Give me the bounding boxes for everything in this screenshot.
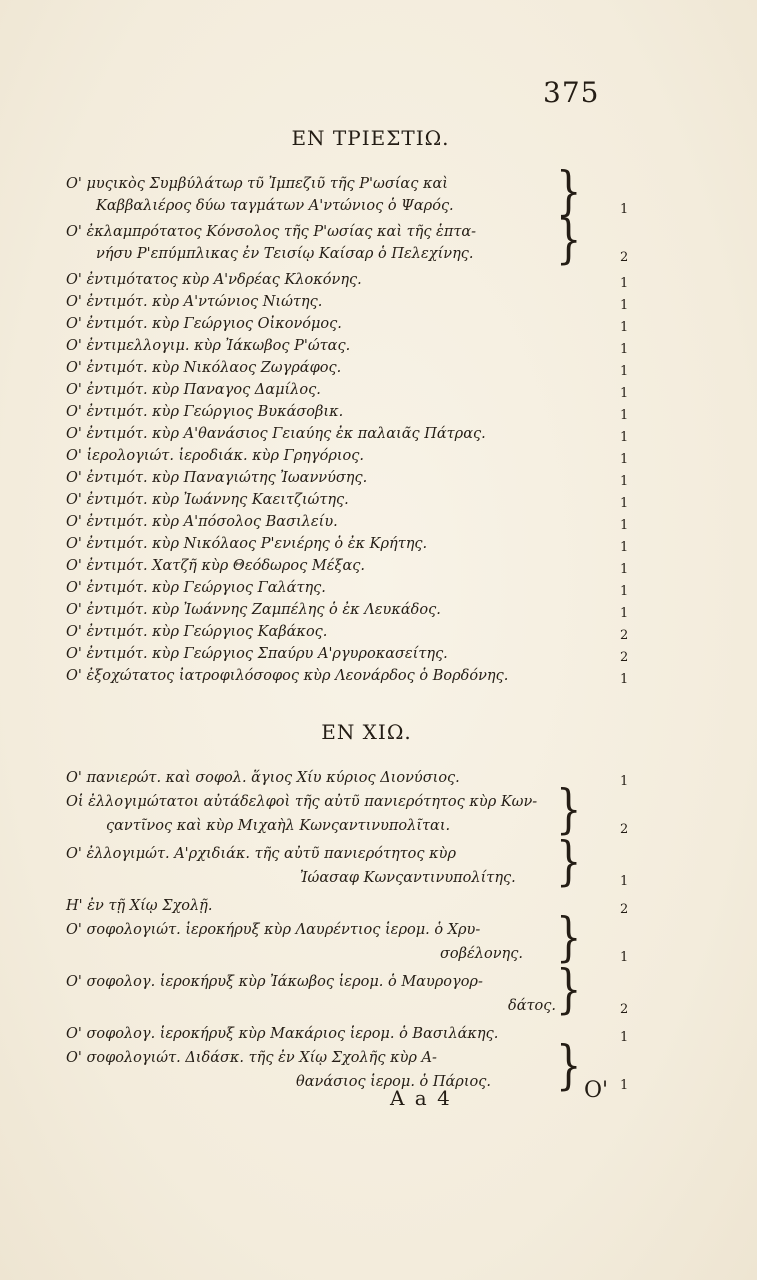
copies-count: 1 — [620, 950, 629, 965]
list-entry: Ο' ἐντιμότ. κὺρ Γεώργιος Βυκάσοβικ. — [66, 404, 344, 420]
copies-count: 1 — [620, 518, 629, 533]
list-entry: Ο' ἐκλαμπρότατος Κόνσολος τῆς Ρ'ωσίας καὶ τῆς ἑπτα- — [66, 224, 477, 240]
copies-count: 1 — [620, 874, 629, 889]
list-entry: Οἱ ἐλλογιμώτατοι αὐτάδελφοὶ τῆς αὐτῦ πανιερότητος κὺρ Κων- — [66, 794, 538, 810]
list-entry: Ο' σοφολογιώτ. ἱεροκήρυξ κὺρ Λαυρέντιος ἱερομ. ὁ Χρυ- — [66, 922, 481, 938]
copies-count: 1 — [620, 364, 629, 379]
brace-mark: } — [556, 780, 582, 840]
copies-count: 1 — [620, 672, 629, 687]
list-entry-continuation: νήσυ Ρ'επύμπλικας ἐν Τεισίῳ Καίσαρ ὁ Πελεχίνης. — [96, 246, 474, 262]
copies-count: 2 — [620, 628, 629, 643]
brace-mark: } — [556, 908, 582, 968]
copies-count: 1 — [620, 562, 629, 577]
copies-count: 1 — [620, 774, 629, 789]
list-entry-continuation: Καββαλιέρος δύω ταγμάτων Α'ντώνιος ὁ Ψαρός. — [96, 198, 454, 214]
copies-count: 2 — [620, 250, 629, 265]
list-entry-continuation: θανάσιος ἱερομ. ὁ Πάριος. — [296, 1074, 491, 1090]
copies-count: 1 — [620, 496, 629, 511]
list-entry: Ο' ἐντιμότ. κὺρ Γεώργιος Οἰκονόμος. — [66, 316, 342, 332]
copies-count: 1 — [620, 452, 629, 467]
list-entry: Η' ἐν τῇ Χίῳ Σχολῇ. — [66, 898, 213, 914]
list-entry-continuation: ςαντῖνος καὶ κὺρ Μιχαὴλ Κωνςαντινυπολῖται. — [106, 818, 451, 834]
list-entry: Ο' ἐντιμότ. κὺρ Νικόλαος Ζωγράφος. — [66, 360, 342, 376]
list-entry-continuation: σοβέλονης. — [440, 946, 523, 962]
list-entry: Ο' ἐντιμότ. κὺρ Γεώργιος Καβάκος. — [66, 624, 328, 640]
copies-count: 1 — [620, 584, 629, 599]
brace-mark: } — [556, 832, 582, 892]
list-entry: Ο' ἐντιμότ. κὺρ Παναγιώτης Ἰωαννύσης. — [66, 470, 368, 486]
list-entry: Ο' ἐντιμότ. κὺρ Γεώργιος Γαλάτης. — [66, 580, 326, 596]
list-entry: Ο' ἱερολογιώτ. ἱεροδιάκ. κὺρ Γρηγόριος. — [66, 448, 364, 464]
copies-count: 2 — [620, 1002, 629, 1017]
copies-count: 1 — [620, 430, 629, 445]
brace-mark: } — [556, 162, 582, 222]
copies-count: 2 — [620, 650, 629, 665]
list-entry: Ο' ἐντιμότ. κὺρ Ἰωάννης Ζαμπέλης ὁ ἐκ Λευκάδος. — [66, 602, 441, 618]
heading-trieste: ΕΝ ΤΡΙΕΣΤΙΩ. — [291, 126, 450, 150]
list-entry: Ο' ἐλλογιμώτ. Α'ρχιδιάκ. τῆς αὐτῦ πανιερότητος κὺρ — [66, 846, 456, 862]
copies-count: 1 — [620, 606, 629, 621]
catchword: Ο' — [584, 1078, 609, 1103]
list-entry: Ο' σοφολογιώτ. Διδάσκ. τῆς ἐν Χίῳ Σχολῆς κὺρ Α- — [66, 1050, 437, 1066]
list-entry: Ο' ἐντιμότ. Χατζῆ κὺρ Θεόδωρος Μέξας. — [66, 558, 365, 574]
list-entry: Ο' ἐντιμότατος κὺρ Α'νδρέας Κλοκόνης. — [66, 272, 362, 288]
list-entry: Ο' ἐντιμότ. κὺρ Α'θανάσιος Γειαύης ἐκ παλαιᾶς Πάτρας. — [66, 426, 486, 442]
list-entry: Ο' ἐντιμότ. κὺρ Α'πόσολος Βασιλείυ. — [66, 514, 338, 530]
list-entry: Ο' ἐντιμότ. κὺρ Α'ντώνιος Νιώτης. — [66, 294, 323, 310]
copies-count: 2 — [620, 902, 629, 917]
copies-count: 1 — [620, 202, 629, 217]
brace-mark: } — [556, 1036, 582, 1096]
list-entry: Ο' σοφολογ. ἱεροκήρυξ κὺρ Ἰάκωβος ἱερομ. ὁ Μαυρογορ- — [66, 974, 483, 990]
list-entry: Ο' ἐντιμότ. κὺρ Ἰωάννης Καειτζιώτης. — [66, 492, 349, 508]
heading-chios: ΕΝ ΧΙΩ. — [321, 720, 412, 744]
copies-count: 1 — [620, 342, 629, 357]
copies-count: 1 — [620, 1030, 629, 1045]
copies-count: 1 — [620, 1078, 629, 1093]
copies-count: 2 — [620, 822, 629, 837]
signature-mark: Α a 4 — [390, 1086, 452, 1110]
list-entry: Ο' ἐντιμότ. κὺρ Παναγος Δαμίλος. — [66, 382, 321, 398]
list-entry: Ο' πανιερώτ. καὶ σοφολ. ἅγιος Χίυ κύριος Διονύσιος. — [66, 770, 460, 786]
list-entry: Ο' ἐντιμότ. κὺρ Γεώργιος Σπαύρυ Α'ργυροκασείτης. — [66, 646, 448, 662]
page-number: 375 — [543, 76, 600, 109]
brace-mark: } — [556, 210, 582, 270]
list-entry: Ο' ἐντιμελλογιμ. κὺρ Ἰάκωβος Ρ'ώτας. — [66, 338, 351, 354]
list-entry: Ο' ἐντιμότ. κὺρ Νικόλαος Ρ'ενιέρης ὁ ἐκ Κρήτης. — [66, 536, 428, 552]
copies-count: 1 — [620, 320, 629, 335]
copies-count: 1 — [620, 276, 629, 291]
brace-mark: } — [556, 960, 582, 1020]
copies-count: 1 — [620, 408, 629, 423]
list-entry: Ο' ἐξοχώτατος ἰατροφιλόσοφος κὺρ Λεονάρδος ὁ Βορδόνης. — [66, 668, 509, 684]
copies-count: 1 — [620, 298, 629, 313]
list-entry: Ο' σοφολογ. ἱεροκήρυξ κὺρ Μακάριος ἱερομ. ὁ Βασιλάκης. — [66, 1026, 499, 1042]
list-entry-continuation: Ἰώασαφ Κωνςαντινυπολίτης. — [300, 870, 516, 886]
copies-count: 1 — [620, 540, 629, 555]
copies-count: 1 — [620, 386, 629, 401]
list-entry-continuation: δάτος. — [508, 998, 557, 1014]
list-entry: Ο' μυςικὸς Συμβύλάτωρ τῦ Ἰμπεζιῦ τῆς Ρ'ωσίας καὶ — [66, 176, 448, 192]
copies-count: 1 — [620, 474, 629, 489]
